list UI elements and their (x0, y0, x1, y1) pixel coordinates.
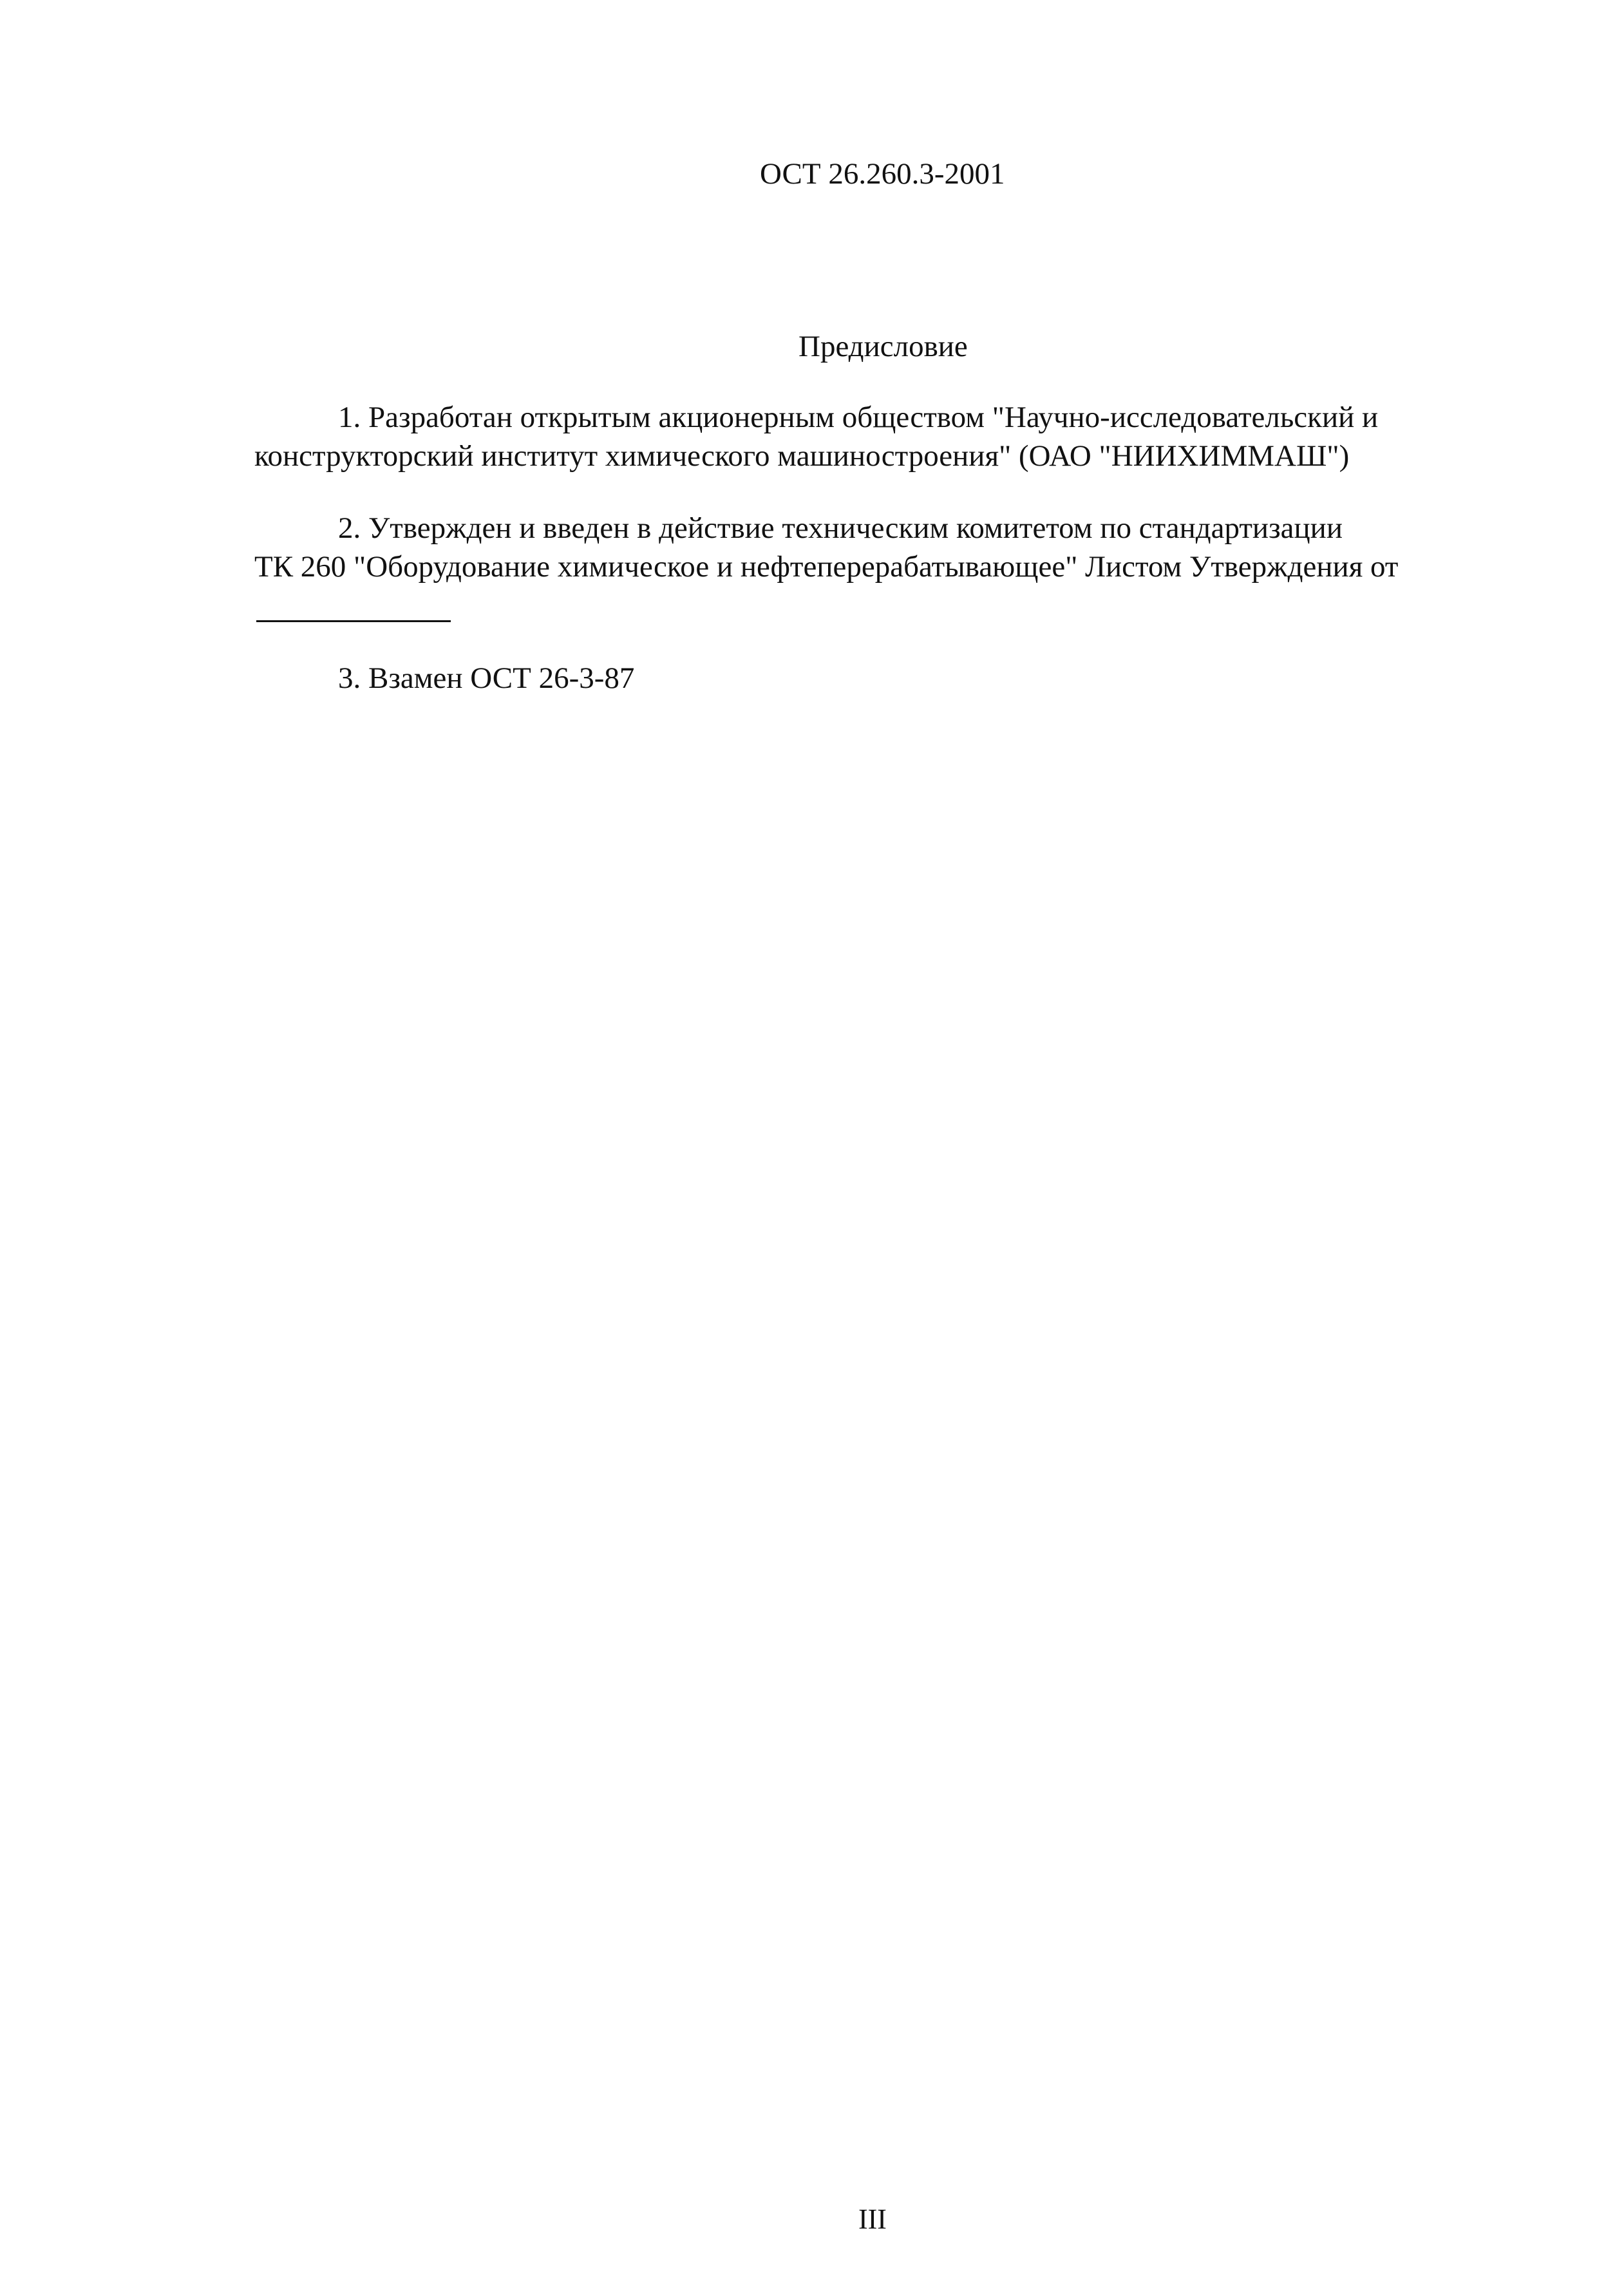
foreword-item-3-line-1: 3. Взамен ОСТ 26-3-87 (338, 661, 635, 695)
foreword-item-3 (254, 659, 1497, 698)
foreword-item-1-line-1: 1. Разработан открытым акционерным обществом "Научно-исследовательский и (338, 401, 1379, 434)
date-blank-line (256, 620, 451, 622)
foreword-item-2-line-2: ТК 260 "Оборудование химическое и нефтеперерабатывающее" Листом Утверждения от (254, 550, 1399, 584)
foreword-item-2-line-1: 2. Утвержден и введен в действие техническим комитетом по стандартизации (338, 511, 1343, 545)
foreword-item-1 (254, 398, 1497, 475)
page-number: III (858, 2203, 887, 2235)
foreword-item-2 (254, 509, 1497, 586)
foreword-item-1-line-2: конструкторский институт химического машиностроения" (ОАО "НИИХИММАШ") (254, 439, 1350, 473)
section-title-foreword: Предисловие (798, 330, 968, 363)
document-code-header: ОСТ 26.260.3-2001 (760, 157, 1005, 191)
